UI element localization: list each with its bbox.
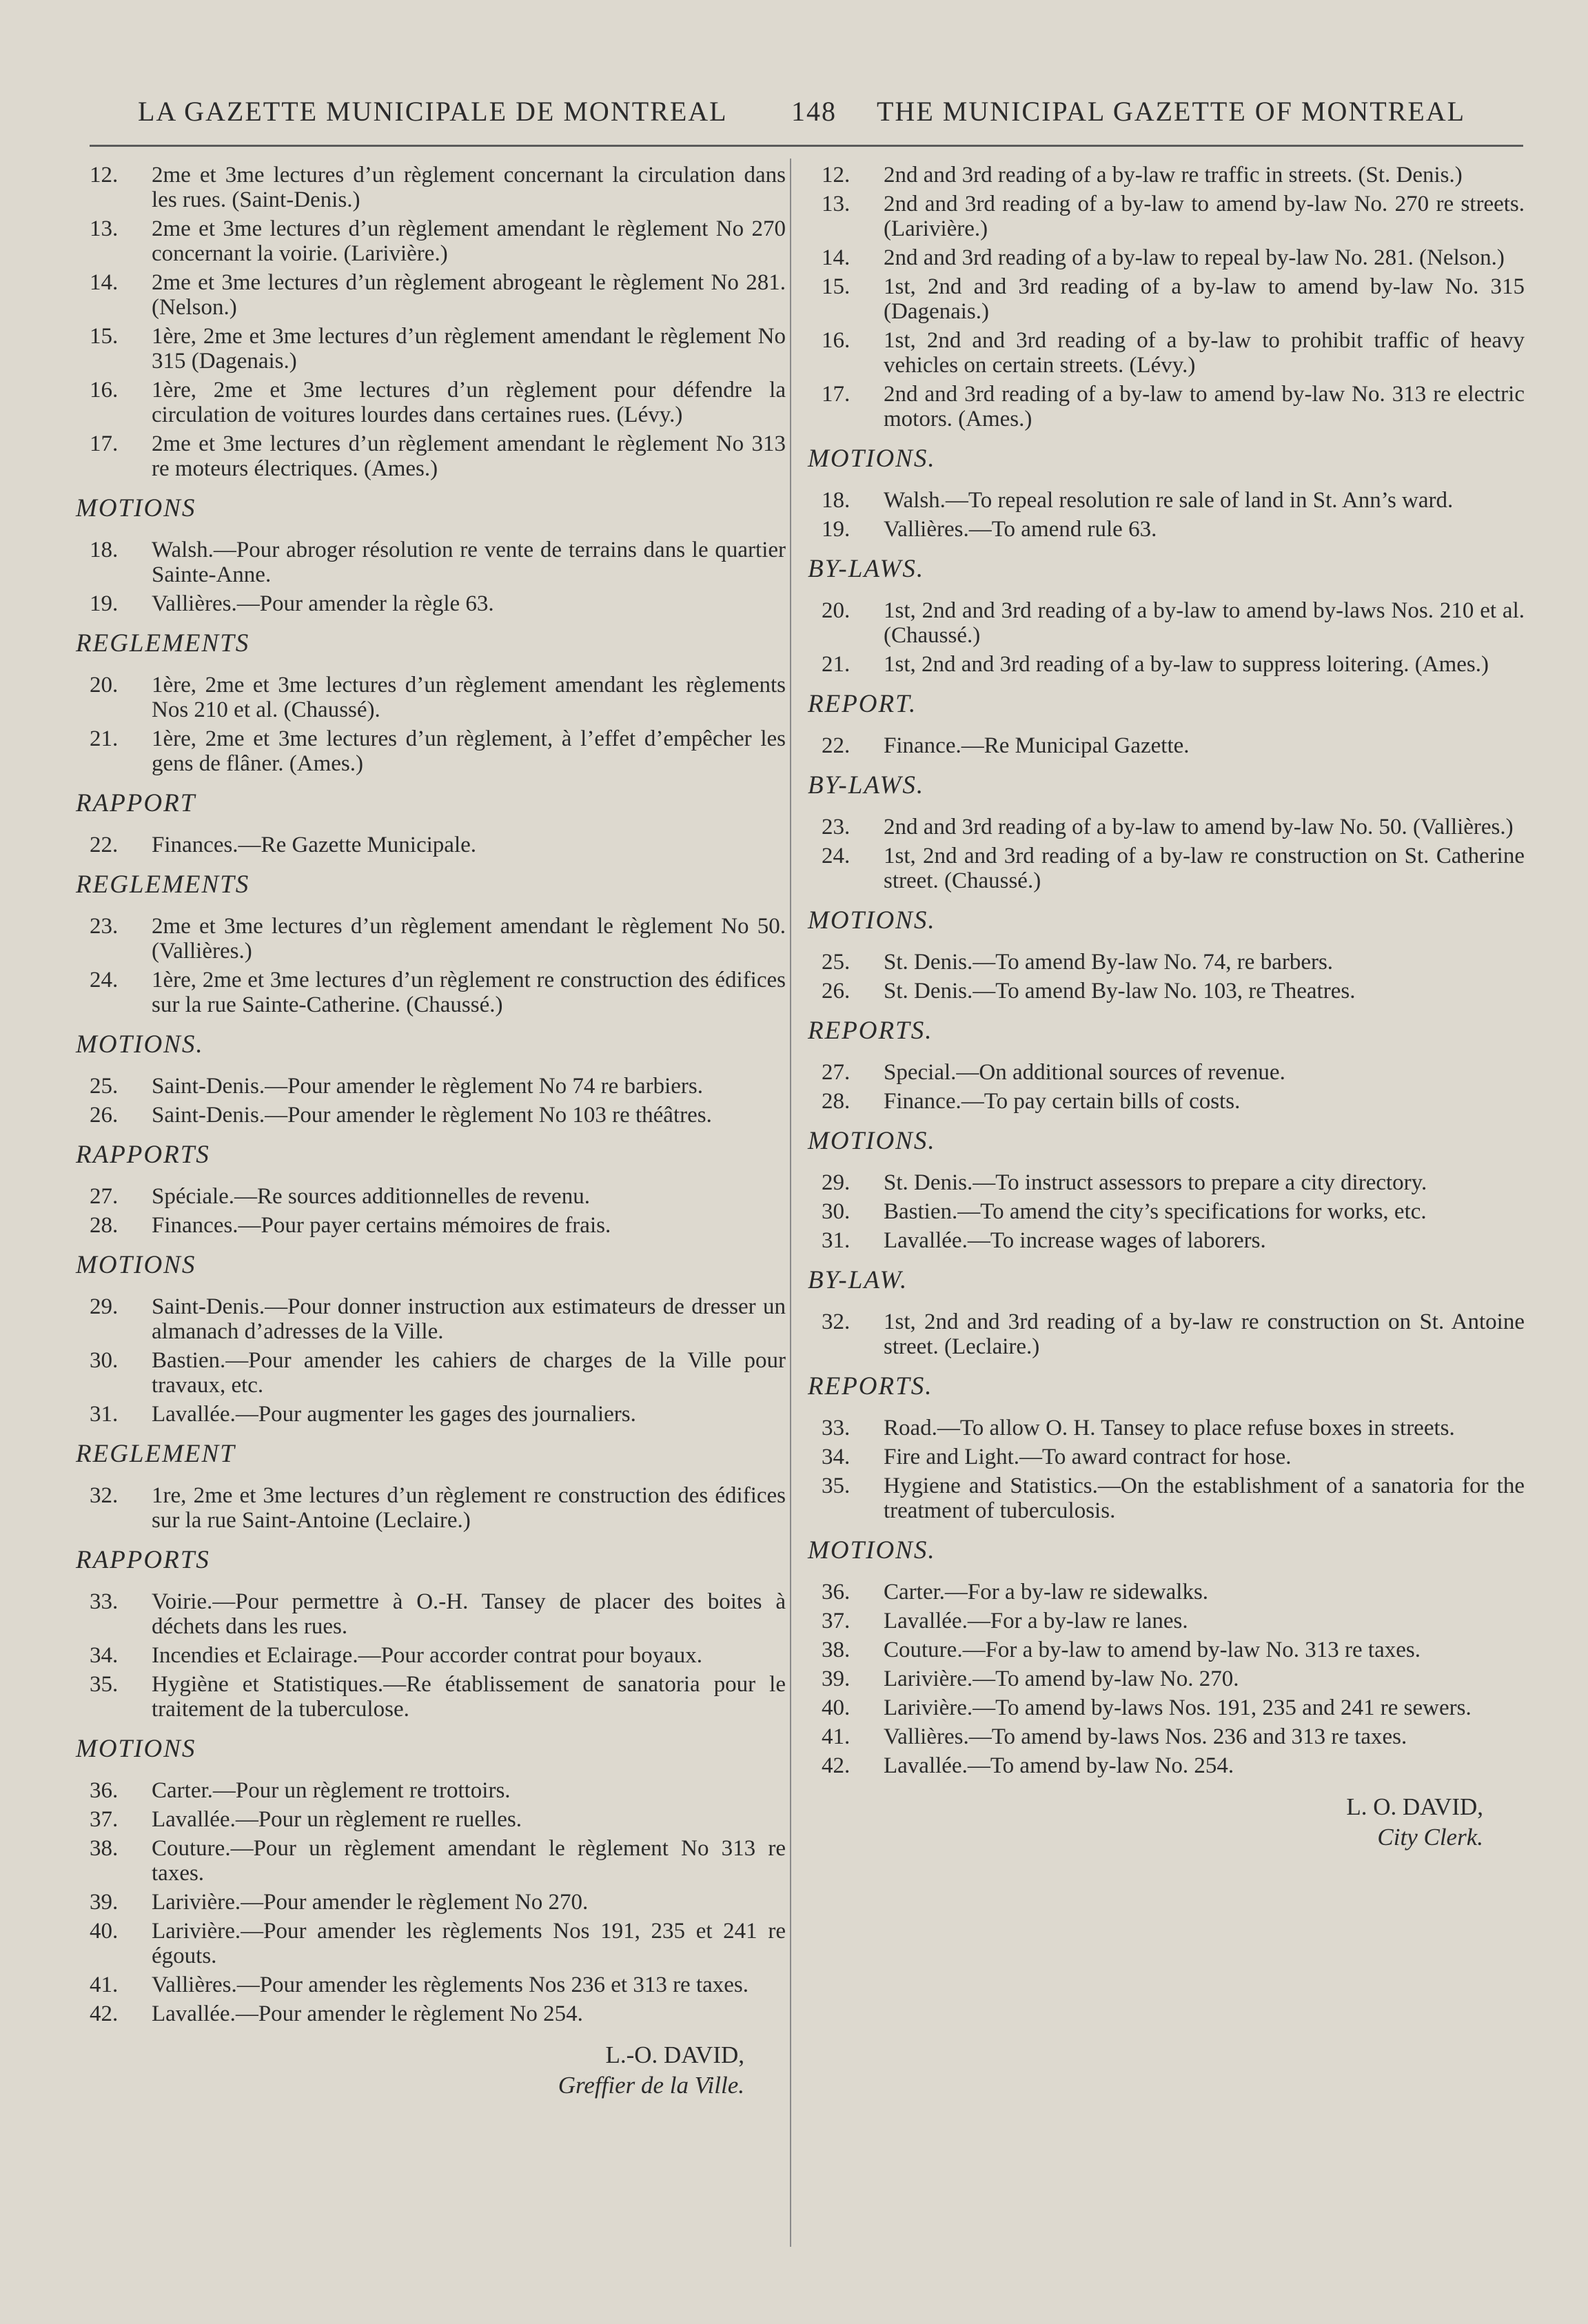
item-number: 16.: [90, 378, 119, 402]
agenda-item: [808, 382, 1525, 431]
item-number: 26.: [90, 1103, 119, 1128]
item-number: 33.: [822, 1416, 851, 1440]
item-number: 23.: [822, 815, 851, 839]
item-text: Finances.—Pour payer certains mémoires de frais.: [152, 1213, 611, 1238]
agenda-item: [76, 538, 786, 587]
agenda-item: [76, 968, 786, 1017]
agenda-item: [76, 1807, 786, 1832]
item-text: Lavallée.—Pour amender le règlement No 254.: [152, 2001, 583, 2026]
agenda-item: [808, 163, 1525, 187]
agenda-item: [76, 1213, 786, 1238]
signature-name: L. O. DAVID,: [1346, 1793, 1483, 1820]
section-heading: REPORTS.: [808, 1372, 933, 1400]
signature: [808, 1792, 1525, 1853]
agenda-item: [808, 1666, 1525, 1691]
agenda-item: [808, 844, 1525, 893]
item-number: 26.: [822, 979, 851, 1003]
item-number: 15.: [822, 274, 851, 299]
item-number: 40.: [822, 1695, 851, 1720]
english-column: [808, 163, 1525, 1853]
agenda-item: [808, 1580, 1525, 1604]
page-number: 148: [791, 96, 837, 127]
agenda-item: [76, 431, 786, 481]
item-number: 30.: [822, 1199, 851, 1224]
item-number: 21.: [90, 726, 119, 751]
item-number: 36.: [822, 1580, 851, 1604]
agenda-item: [808, 950, 1525, 975]
french-column: [76, 163, 786, 2101]
item-text: 1ère, 2me et 3me lectures d’un règlement amendant le règlement No 315 (Dagenais.): [152, 324, 786, 374]
item-text: Walsh.—Pour abroger résolution re vente de terrains dans le quartier Sainte-Anne.: [152, 538, 786, 587]
agenda-item: [76, 1074, 786, 1099]
agenda-item: [76, 324, 786, 374]
item-number: 29.: [90, 1294, 119, 1319]
agenda-item: [76, 726, 786, 776]
agenda-item: [76, 1348, 786, 1398]
item-number: 17.: [90, 431, 119, 456]
item-text: 1st, 2nd and 3rd reading of a by-law to suppress loitering. (Ames.): [884, 652, 1489, 677]
item-number: 30.: [90, 1348, 119, 1373]
agenda-item: [76, 1672, 786, 1722]
item-text: Vallières.—Pour amender les règlements Nos 236 et 313 re taxes.: [152, 1973, 749, 1997]
item-number: 32.: [822, 1309, 851, 1334]
item-text: Vallières.—Pour amender la règle 63.: [152, 591, 494, 616]
item-text: Special.—On additional sources of revenue.: [884, 1060, 1285, 1085]
item-number: 31.: [822, 1228, 851, 1253]
agenda-item: [808, 598, 1525, 648]
item-text: 1ère, 2me et 3me lectures d’un règlement pour défendre la circulation de voitures lourdes dans certaines rues. (Lévy.): [152, 378, 786, 427]
agenda-item: [808, 1199, 1525, 1224]
item-number: 22.: [90, 833, 119, 857]
item-text: 2nd and 3rd reading of a by-law to amend by-law No. 313 re electric motors. (Ames.): [884, 382, 1525, 431]
agenda-item: [808, 1060, 1525, 1085]
item-text: 1st, 2nd and 3rd reading of a by-law to prohibit traffic of heavy vehicles on certain streets. (Lévy.): [884, 328, 1525, 378]
item-text: Vallières.—To amend rule 63.: [884, 517, 1157, 542]
item-text: 2nd and 3rd reading of a by-law re traffic in streets. (St. Denis.): [884, 163, 1463, 187]
item-text: 2nd and 3rd reading of a by-law to amend by-law No. 270 re streets. (Larivière.): [884, 192, 1525, 241]
item-text: Hygiène et Statistiques.—Re établissement de sanatoria pour le traitement de la tuberculose.: [152, 1672, 786, 1722]
item-number: 16.: [822, 328, 851, 353]
item-number: 27.: [822, 1060, 851, 1085]
item-number: 40.: [90, 1919, 119, 1944]
item-number: 23.: [90, 914, 119, 939]
item-text: Road.—To allow O. H. Tansey to place refuse boxes in streets.: [884, 1416, 1455, 1440]
item-text: 2me et 3me lectures d’un règlement concernant la circulation dans les rues. (Saint-Denis.): [152, 163, 786, 212]
item-text: 1ère, 2me et 3me lectures d’un règlement re construction des édifices sur la rue Sainte-Catherine. (Chaussé.): [152, 968, 786, 1017]
item-number: 14.: [90, 270, 119, 295]
item-number: 19.: [90, 591, 119, 616]
item-text: Couture.—For a by-law to amend by-law No. 313 re taxes.: [884, 1638, 1421, 1662]
item-text: St. Denis.—To amend By-law No. 103, re Theatres.: [884, 979, 1356, 1003]
agenda-item: [76, 1103, 786, 1128]
agenda-item: [76, 1589, 786, 1639]
item-text: Finance.—Re Municipal Gazette.: [884, 733, 1190, 758]
item-text: Saint-Denis.—Pour amender le règlement No 103 re théâtres.: [152, 1103, 712, 1128]
item-text: 2me et 3me lectures d’un règlement abrogeant le règlement No 281. (Nelson.): [152, 270, 786, 320]
agenda-item: [808, 1638, 1525, 1662]
section-heading: MOTIONS: [76, 1251, 196, 1279]
section-heading: MOTIONS.: [808, 906, 936, 935]
item-number: 31.: [90, 1402, 119, 1427]
item-number: 25.: [90, 1074, 119, 1099]
item-number: 15.: [90, 324, 119, 349]
agenda-item: [808, 1445, 1525, 1469]
item-number: 14.: [822, 245, 851, 270]
agenda-item: [76, 1402, 786, 1427]
item-number: 12.: [90, 163, 119, 187]
section-heading: REPORTS.: [808, 1017, 933, 1045]
item-number: 20.: [90, 673, 119, 697]
item-text: Lavallée.—Pour augmenter les gages des journaliers.: [152, 1402, 636, 1427]
section-heading: REGLEMENTS: [76, 870, 250, 899]
item-text: 1st, 2nd and 3rd reading of a by-law re construction on St. Catherine street. (Chaussé.): [884, 844, 1525, 893]
item-number: 33.: [90, 1589, 119, 1614]
item-text: 2me et 3me lectures d’un règlement amendant le règlement No 270 concernant la voirie. (Larivière.): [152, 216, 786, 266]
agenda-item: [76, 378, 786, 427]
item-number: 34.: [90, 1643, 119, 1668]
agenda-item: [808, 245, 1525, 270]
signature-name: L.-O. DAVID,: [605, 2041, 744, 2068]
item-text: 2me et 3me lectures d’un règlement amendant le règlement No 50. (Vallières.): [152, 914, 786, 964]
item-number: 12.: [822, 163, 851, 187]
item-number: 39.: [90, 1890, 119, 1915]
item-number: 13.: [822, 192, 851, 216]
item-number: 21.: [822, 652, 851, 677]
item-text: Larivière.—Pour amender le règlement No 270.: [152, 1890, 589, 1915]
item-text: Voirie.—Pour permettre à O.-H. Tansey de placer des boites à déchets dans les rues.: [152, 1589, 786, 1639]
agenda-item: [76, 2001, 786, 2026]
item-text: Lavallée.—To increase wages of laborers.: [884, 1228, 1266, 1253]
item-number: 41.: [822, 1724, 851, 1749]
section-heading: MOTIONS.: [808, 445, 936, 473]
item-number: 13.: [90, 216, 119, 241]
agenda-item: [808, 328, 1525, 378]
item-number: 42.: [822, 1753, 851, 1778]
item-number: 37.: [822, 1609, 851, 1633]
agenda-item: [808, 815, 1525, 839]
item-text: Larivière.—Pour amender les règlements Nos 191, 235 et 241 re égouts.: [152, 1919, 786, 1968]
section-heading: RAPPORTS: [76, 1546, 210, 1574]
agenda-item: [76, 1643, 786, 1668]
item-number: 18.: [90, 538, 119, 562]
agenda-item: [76, 591, 786, 616]
item-text: Fire and Light.—To award contract for hose.: [884, 1445, 1292, 1469]
agenda-item: [76, 270, 786, 320]
item-number: 24.: [90, 968, 119, 992]
section-heading: BY-LAWS.: [808, 771, 925, 799]
agenda-item: [808, 274, 1525, 324]
item-text: Vallières.—To amend by-laws Nos. 236 and 313 re taxes.: [884, 1724, 1407, 1749]
item-text: Carter.—Pour un règlement re trottoirs.: [152, 1778, 511, 1803]
agenda-item: [808, 1695, 1525, 1720]
item-number: 27.: [90, 1184, 119, 1209]
item-text: 1ère, 2me et 3me lectures d’un règlement, à l’effet d’empêcher les gens de flâner. (Ames.): [152, 726, 786, 776]
item-number: 34.: [822, 1445, 851, 1469]
item-text: 2nd and 3rd reading of a by-law to amend by-law No. 50. (Vallières.): [884, 815, 1514, 839]
section-heading: MOTIONS: [76, 1735, 196, 1763]
agenda-item: [76, 1973, 786, 1997]
item-number: 35.: [822, 1474, 851, 1498]
agenda-item: [76, 1890, 786, 1915]
agenda-item: [808, 652, 1525, 677]
item-number: 42.: [90, 2001, 119, 2026]
item-text: Larivière.—To amend by-law No. 270.: [884, 1666, 1239, 1691]
item-text: St. Denis.—To instruct assessors to prepare a city directory.: [884, 1170, 1427, 1195]
agenda-item: [76, 833, 786, 857]
agenda-item: [76, 1294, 786, 1344]
item-text: 2nd and 3rd reading of a by-law to repeal by-law No. 281. (Nelson.): [884, 245, 1505, 270]
header-rule: [90, 145, 1523, 147]
column-divider: [790, 159, 791, 2247]
section-heading: RAPPORTS: [76, 1141, 210, 1169]
agenda-item: [808, 1724, 1525, 1749]
item-number: 29.: [822, 1170, 851, 1195]
agenda-item: [76, 1836, 786, 1886]
item-number: 25.: [822, 950, 851, 975]
agenda-item: [76, 1778, 786, 1803]
item-number: 36.: [90, 1778, 119, 1803]
item-text: Lavallée.—Pour un règlement re ruelles.: [152, 1807, 522, 1832]
item-text: Bastien.—Pour amender les cahiers de charges de la Ville pour travaux, etc.: [152, 1348, 786, 1398]
item-text: Spéciale.—Re sources additionnelles de revenu.: [152, 1184, 590, 1209]
section-heading: REGLEMENTS: [76, 629, 250, 658]
item-number: 22.: [822, 733, 851, 758]
item-number: 28.: [90, 1213, 119, 1238]
item-number: 17.: [822, 382, 851, 407]
item-text: Finances.—Re Gazette Municipale.: [152, 833, 477, 857]
agenda-item: [808, 1474, 1525, 1523]
item-text: Larivière.—To amend by-laws Nos. 191, 235 and 241 re sewers.: [884, 1695, 1472, 1720]
signature: [76, 2040, 786, 2101]
section-heading: RAPPORT: [76, 789, 196, 817]
agenda-item: [808, 1170, 1525, 1195]
item-number: 18.: [822, 488, 851, 513]
section-heading: REPORT.: [808, 690, 917, 718]
item-text: 1st, 2nd and 3rd reading of a by-law re construction on St. Antoine street. (Leclaire.): [884, 1309, 1525, 1359]
item-text: Lavallée.—For a by-law re lanes.: [884, 1609, 1188, 1633]
agenda-item: [808, 733, 1525, 758]
signature-role: City Clerk.: [1377, 1824, 1483, 1851]
item-text: Carter.—For a by-law re sidewalks.: [884, 1580, 1209, 1604]
item-text: 1st, 2nd and 3rd reading of a by-law to amend by-law No. 315 (Dagenais.): [884, 274, 1525, 324]
item-text: Lavallée.—To amend by-law No. 254.: [884, 1753, 1234, 1778]
section-heading: BY-LAW.: [808, 1266, 908, 1294]
section-heading: MOTIONS: [76, 494, 196, 522]
section-heading: MOTIONS.: [808, 1536, 936, 1564]
agenda-item: [808, 979, 1525, 1003]
header-left-title: LA GAZETTE MUNICIPALE DE MONTREAL: [138, 96, 728, 127]
agenda-item: [808, 1416, 1525, 1440]
agenda-item: [76, 1483, 786, 1533]
item-text: Walsh.—To repeal resolution re sale of land in St. Ann’s ward.: [884, 488, 1454, 513]
agenda-item: [76, 216, 786, 266]
item-number: 35.: [90, 1672, 119, 1697]
item-text: 1st, 2nd and 3rd reading of a by-law to amend by-laws Nos. 210 et al. (Chaussé.): [884, 598, 1525, 648]
section-heading: MOTIONS.: [76, 1030, 204, 1059]
item-number: 24.: [822, 844, 851, 868]
item-text: Couture.—Pour un règlement amendant le règlement No 313 re taxes.: [152, 1836, 786, 1886]
item-text: Incendies et Eclairage.—Pour accorder contrat pour boyaux.: [152, 1643, 702, 1668]
agenda-item: [808, 1309, 1525, 1359]
item-number: 38.: [90, 1836, 119, 1861]
signature-role: Greffier de la Ville.: [558, 2072, 744, 2099]
agenda-item: [76, 673, 786, 722]
item-text: Finance.—To pay certain bills of costs.: [884, 1089, 1241, 1114]
agenda-item: [808, 1228, 1525, 1253]
agenda-item: [808, 488, 1525, 513]
item-text: St. Denis.—To amend By-law No. 74, re barbers.: [884, 950, 1334, 975]
item-text: Saint-Denis.—Pour donner instruction aux estimateurs de dresser un almanach d’adresses de la Ville.: [152, 1294, 786, 1344]
section-heading: REGLEMENT: [76, 1440, 236, 1468]
item-text: 1re, 2me et 3me lectures d’un règlement re construction des édifices sur la rue Saint-Antoine (Leclaire.): [152, 1483, 786, 1533]
item-number: 38.: [822, 1638, 851, 1662]
agenda-item: [76, 914, 786, 964]
item-number: 20.: [822, 598, 851, 623]
item-text: 1ère, 2me et 3me lectures d’un règlement amendant les règlements Nos 210 et al. (Chaussé).: [152, 673, 786, 722]
agenda-item: [808, 517, 1525, 542]
item-text: Saint-Denis.—Pour amender le règlement No 74 re barbiers.: [152, 1074, 704, 1099]
item-number: 37.: [90, 1807, 119, 1832]
agenda-item: [76, 1184, 786, 1209]
agenda-item: [808, 1609, 1525, 1633]
section-heading: BY-LAWS.: [808, 555, 925, 583]
agenda-item: [808, 192, 1525, 241]
agenda-item: [76, 163, 786, 212]
item-number: 32.: [90, 1483, 119, 1508]
section-heading: MOTIONS.: [808, 1127, 936, 1155]
item-number: 28.: [822, 1089, 851, 1114]
item-text: Bastien.—To amend the city’s specifications for works, etc.: [884, 1199, 1427, 1224]
item-number: 19.: [822, 517, 851, 542]
item-number: 41.: [90, 1973, 119, 1997]
agenda-item: [76, 1919, 786, 1968]
item-text: 2me et 3me lectures d’un règlement amendant le règlement No 313 re moteurs électriques. (Ames.): [152, 431, 786, 481]
agenda-item: [808, 1753, 1525, 1778]
item-number: 39.: [822, 1666, 851, 1691]
agenda-item: [808, 1089, 1525, 1114]
header-right-title: THE MUNICIPAL GAZETTE OF MONTREAL: [877, 96, 1466, 127]
item-text: Hygiene and Statistics.—On the establishment of a sanatoria for the treatment of tuberculosis.: [884, 1474, 1525, 1523]
